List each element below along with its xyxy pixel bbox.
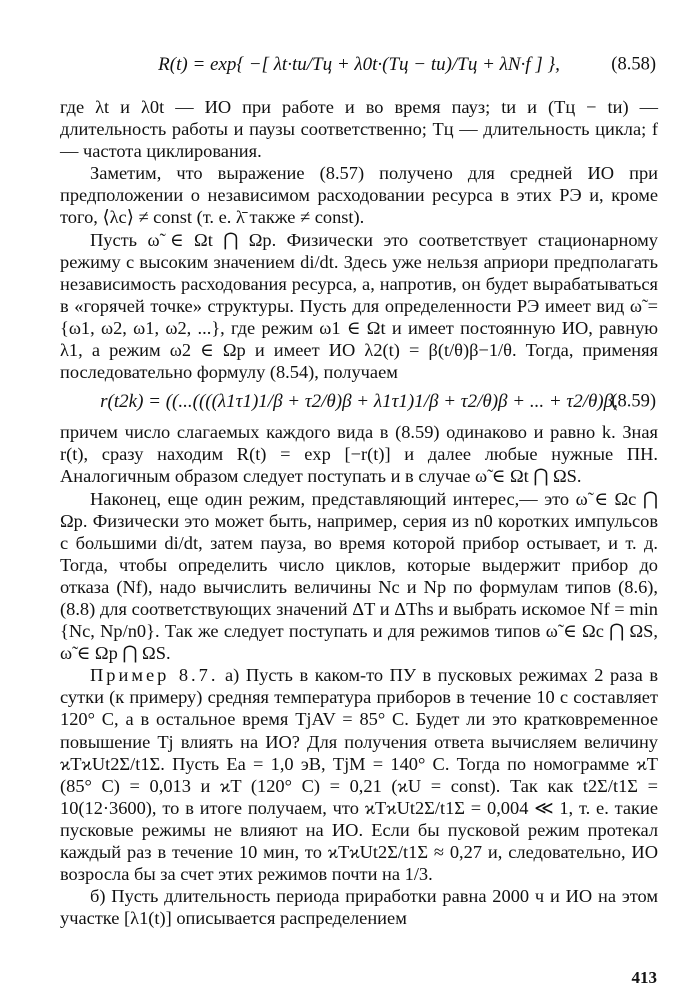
page-content xyxy=(60,36,658,929)
formula-8-58-expression: R(t) = exp{ −[ λt·tи/Tц + λ0t·(Tц − tи)/Tц + λN·f ] }, xyxy=(158,54,560,75)
paragraph-remark: Заметим, что выражение (8.57) получено для средней ИО при предположении о независимом расходовании ресурса в этих РЭ и, кроме того, ⟨λc⟩ ≠ const (т. е. λ̄ также ≠ const). xyxy=(60,163,658,228)
paragraph-example-8-7 xyxy=(60,664,658,885)
formula-8-59-expression: r(t2k) = ((...((((λ1τ1)1/β + τ2/θ)β + λ1τ1)1/β + τ2/θ)β + ... + τ2/θ)β, xyxy=(100,391,618,413)
formula-8-58 xyxy=(60,36,658,94)
formula-8-58-number: (8.58) xyxy=(611,54,656,75)
page-number: 413 xyxy=(631,968,657,987)
paragraph-burn-in: б) Пусть длительность периода приработки равна 2000 ч и ИО на этом участке [λ1(t)] описывается распределением xyxy=(60,886,658,929)
example-label: Пример 8.7. xyxy=(90,665,219,686)
paragraph-definitions: где λt и λ0t — ИО при работе и во время пауз; tи и (Tц − tи) — длительность работы и паузы соответственно; Tц — длительность цикла; f — частота циклирования. xyxy=(60,97,658,162)
example-text: а) Пусть в каком-то ПУ в пусковых режимах 2 раза в сутки (к примеру) средняя температура приборов в течение 10 с составляет 120° С, а в остальное время TjAV = 85° С. Будет ли это кратковременное повышение Tj влиять на ИО? Для получения ответа вычисляем величину ϰTϰUt2Σ/t1Σ. Пусть Ea = 1,0 эВ, TjM = 140° С. Тогда по номограмме ϰT (85° С) = 0,013 и ϰT (120° С) = 0,21 (ϰU = const). Так как t2Σ/t1Σ = 10(12·3600), то в итоге получаем, что ϰTϰUt2Σ/t1Σ = 0,004 ≪ 1, т. е. такие пусковые режимы не влияют на ИО. Если бы пусковой режим протекал каждый раз в течение 10 мин, то ϰTϰUt2Σ/t1Σ ≈ 0,27 и, следовательно, ИО возросла бы за счет этих режимов почти на 1/3. xyxy=(60,665,659,885)
paragraph-sum-count: причем число слагаемых каждого вида в (8.59) одинаково и равно k. Зная r(t), сразу находим R(t) = exp [−r(t)] и далее любые нужные ПН. Аналогичным образом следует поступать и в случае ω̃ ∈ Ωt ⋂ ΩS. xyxy=(60,422,658,487)
paragraph-stationary-mode: Пусть ω̃ ∈ Ωt ⋂ Ωp. Физически это соответствует стационарному режиму с высоким значением di/dt. Здесь уже нельзя априори предполагать независимость расходования ресурса, а, напротив, он будет вырабатываться в «горячей точке» структуры. Пусть для определенности РЭ имеет вид ω̃ = {ω1, ω2, ω1, ω2, ...}, где режим ω1 ∈ Ωt и имеет постоянную ИО, равную λ1, а режим ω2 ∈ Ωp и имеет ИО λ2(t) = β(t/θ)β−1/θ. Тогда, применяя последовательно формулу (8.54), получаем xyxy=(60,229,658,383)
formula-8-59 xyxy=(60,387,658,417)
formula-8-59-number: (8.59) xyxy=(611,391,656,412)
paragraph-pulse-mode: Наконец, еще один режим, представляющий интерес,— это ω̃ ∈ Ωc ⋂ Ωp. Физически это может быть, например, серия из n0 коротких импульсов с большими di/dt, затем пауза, во время которой прибор остывает, и т. д. Тогда, чтобы определить число циклов, которые выдержит прибор до отказа (Nf), надо вычислить величины Nc и Np по формулам типов (8.6), (8.8) для соответствующих значений ΔT и ΔThs и выбрать искомое Nf = min {Nc, Np/n0}. Так же следует поступать и для режимов типов ω̃ ∈ Ωc ⋂ ΩS, ω̃ ∈ Ωp ⋂ ΩS. xyxy=(60,488,658,664)
